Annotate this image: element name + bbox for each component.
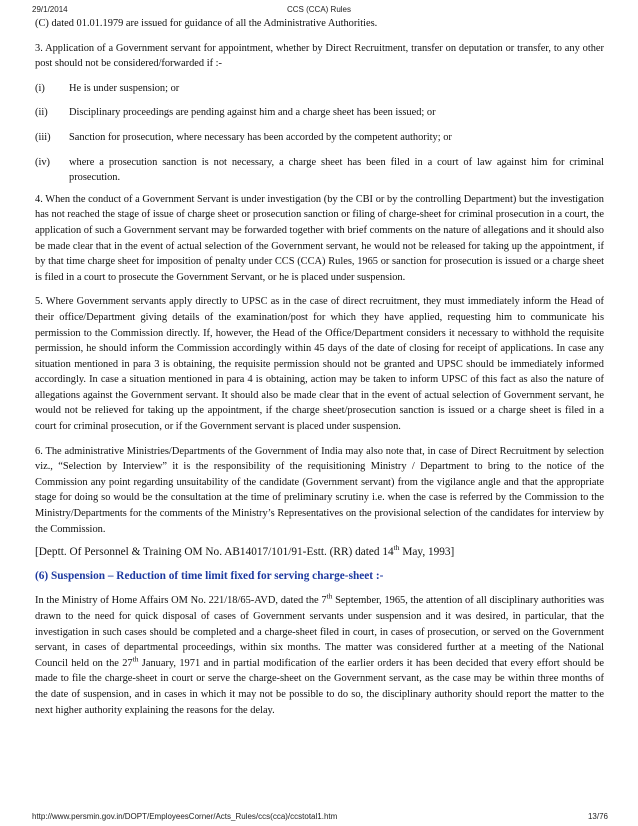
list-item-number: (iv)	[35, 156, 51, 168]
paragraph-5: 5. Where Government servants apply directly to UPSC as in the case of direct recruitment, they must immediately inform the Head of their office/Department giving details of the examination/post for which they have applied, requesting him to communicate his permission to the Commission directly. If, however, the Head of the Office/Department considers it necessary to withhold the requisite permission, he should inform the Commission accordingly within 45 days of the date of closing for receipt of applications. In case any situation mentioned in para 3 is obtaining, the requisite permission should not be granted and UPSC should be immediately informed accordingly. In case a situation mentioned in para 4 is obtaining, action may be taken to inform UPSC of this fact as also the nature of allegations against the Government servant. It should also be made clear that in the event of actual selection of Government servant, he would not be relieved for taking up the appointment, if the charge sheet/prosecution sanction is issued or a charge sheet is filed in a court for criminal prosecution, or if the Government servant is placed under suspension.	[35, 296, 604, 433]
source-url: http://www.persmin.gov.in/DOPT/EmployeesCorner/Acts_Rules/ccs(cca)/ccstotal1.htm	[32, 812, 338, 821]
page-number: 13/76	[587, 812, 608, 821]
paragraph-3: 3. Application of a Government servant for appointment, whether by Direct Recruitment, transfer on deputation or transfer, to any other post should not be considered/forwarded if :-	[35, 42, 604, 70]
paragraph-suspension: In the Ministry of Home Affairs OM No. 221/18/65-AVD, dated the 7th September, 1965, the attention of all disciplinary authorities was drawn to the need for quick disposal of cases of Government servants under suspension and it was desired, in particular, that the investigation in such cases should be completed and a charge-sheet filed in court, in cases of prosecution, or served on the Government servant, in cases of departmental proceedings, within six months. The matter was considered further at a meeting of the National Council held on the 27th January, 1971 and in partial modification of the earlier orders it has been decided that every effort should be made to file the charge-sheet in court or serve the charge-sheet on the Government servant, as the case may be within three months of the date of suspension, and in cases in which it may not be possible to do so, the disciplinary authority should report the matter to the next higher authority explaining the reasons for the delay.	[35, 591, 605, 716]
paragraph-6: 6. The administrative Ministries/Departments of the Government of India may also note that, in case of Direct Recruitment by selection viz., “Selection by Interview” it is the responsibility of the requisitioning Ministry / Department to bring to the notice of the Commission any point regarding unsuitability of the candidate (Government servant) from the vigilance angle and that the appropriate stage for doing so would be the consultation at the time of preliminary scrutiny i.e. when the case is referred by the Commission to the Ministry/Departments for the comments of the Ministry’s Representatives on the provisional selection of the candidates for interview by the Commission.	[35, 445, 604, 535]
reference-note: [Deptt. Of Personnel & Training OM No. AB14017/101/91-Estt. (RR) dated 14th May, 1993]	[35, 543, 455, 559]
document-body	[35, 16, 604, 806]
paragraph-c: (C) dated 01.01.1979 are issued for guidance of all the Administrative Authorities.	[35, 18, 378, 29]
list-item-number: (i)	[35, 82, 45, 94]
list-item-text: where a prosecution sanction is not necessary, a charge sheet has been filed in a court of law against him for criminal prosecution.	[69, 156, 604, 184]
list-item	[35, 155, 604, 186]
list-item-text: Disciplinary proceedings are pending against him and a charge sheet has been issued; or	[69, 107, 436, 119]
list-item	[35, 105, 604, 121]
section-heading: (6) Suspension – Reduction of time limit fixed for serving charge-sheet :-	[35, 569, 384, 582]
list-item-number: (ii)	[35, 107, 48, 119]
print-footer	[0, 810, 638, 826]
paragraph-4: 4. When the conduct of a Government Servant is under investigation (by the CBI or by the controlling Department) but the investigation has not reached the stage of issue of charge sheet or prosecution sanction or filing of charge-sheet for criminal prosecution in a court, the application of such a Government servant may be forwarded together with brief comments on the nature of allegations and it should also be made clear that in the event of actual selection of the Government servant, he would not be released for taking up the appointment, if by that time charge sheet for imposition of penalty under CCS (CCA) Rules, 1965 or sanction for prosecution is issued or a charge sheet is filed in a court to prosecute the Government Servant, or he is placed under suspension.	[35, 193, 604, 283]
list-item	[35, 81, 604, 97]
list-item-number: (iii)	[35, 131, 51, 143]
print-title: CCS (CCA) Rules	[286, 5, 351, 14]
print-date: 29/1/2014	[32, 5, 68, 14]
list-item-text: Sanction for prosecution, where necessary has been accorded by the competent authority; or	[69, 131, 452, 143]
list-item	[35, 130, 604, 146]
print-header	[0, 0, 638, 16]
list-item-text: He is under suspension; or	[69, 82, 180, 94]
